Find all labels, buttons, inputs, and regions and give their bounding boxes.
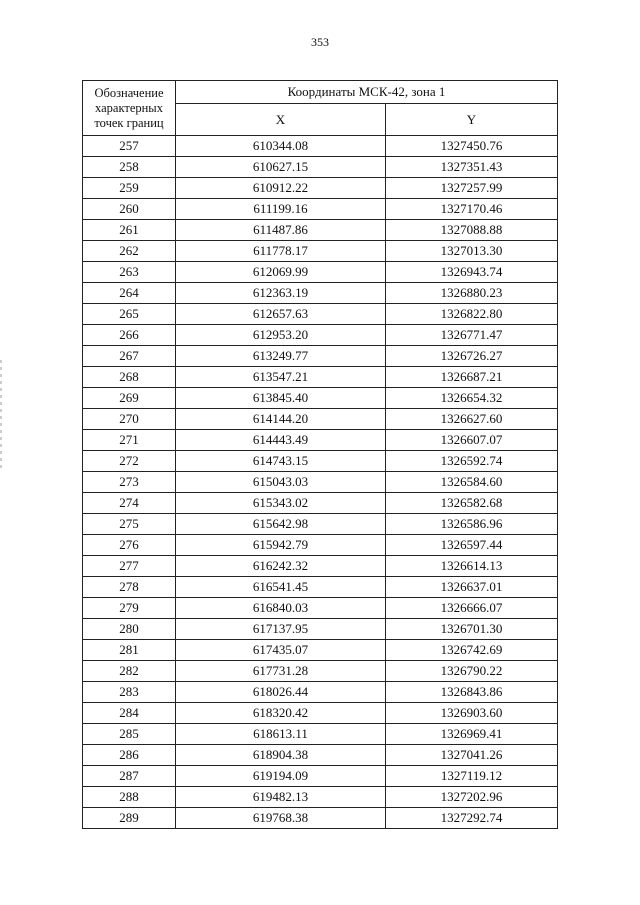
point-id-cell: 274 xyxy=(83,493,176,514)
y-coordinate-cell: 1326969.41 xyxy=(386,724,558,745)
y-coordinate-cell: 1327202.96 xyxy=(386,787,558,808)
point-id-cell: 282 xyxy=(83,661,176,682)
x-column-header: X xyxy=(176,104,386,136)
point-id-cell: 262 xyxy=(83,241,176,262)
table-row xyxy=(83,367,558,388)
coords-group-header: Координаты МСК-42, зона 1 xyxy=(176,81,558,104)
x-coordinate-cell: 613249.77 xyxy=(176,346,386,367)
x-coordinate-cell: 619194.09 xyxy=(176,766,386,787)
x-coordinate-cell: 610912.22 xyxy=(176,178,386,199)
y-coordinate-cell: 1326654.32 xyxy=(386,388,558,409)
point-id-cell: 288 xyxy=(83,787,176,808)
point-label-line: точек границ xyxy=(94,115,164,130)
table-row xyxy=(83,493,558,514)
table-body xyxy=(83,136,558,829)
x-coordinate-cell: 618613.11 xyxy=(176,724,386,745)
point-id-cell: 284 xyxy=(83,703,176,724)
y-coordinate-cell: 1326822.80 xyxy=(386,304,558,325)
y-coordinate-cell: 1326586.96 xyxy=(386,514,558,535)
table-row xyxy=(83,325,558,346)
x-coordinate-cell: 616541.45 xyxy=(176,577,386,598)
x-coordinate-cell: 612657.63 xyxy=(176,304,386,325)
table-row xyxy=(83,304,558,325)
table-row xyxy=(83,745,558,766)
table-row xyxy=(83,157,558,178)
table-row xyxy=(83,808,558,829)
x-coordinate-cell: 618320.42 xyxy=(176,703,386,724)
y-coordinate-cell: 1326880.23 xyxy=(386,283,558,304)
point-label-line: Обозначение xyxy=(94,85,164,100)
x-coordinate-cell: 613547.21 xyxy=(176,367,386,388)
x-coordinate-cell: 616840.03 xyxy=(176,598,386,619)
y-coordinate-cell: 1326771.47 xyxy=(386,325,558,346)
x-coordinate-cell: 612363.19 xyxy=(176,283,386,304)
point-id-cell: 265 xyxy=(83,304,176,325)
table-row xyxy=(83,661,558,682)
y-coordinate-cell: 1327041.26 xyxy=(386,745,558,766)
point-id-cell: 279 xyxy=(83,598,176,619)
point-id-cell: 263 xyxy=(83,262,176,283)
point-id-cell: 267 xyxy=(83,346,176,367)
table-row xyxy=(83,472,558,493)
x-coordinate-cell: 615343.02 xyxy=(176,493,386,514)
point-id-cell: 269 xyxy=(83,388,176,409)
point-label-line: характерных xyxy=(95,100,163,115)
table-row xyxy=(83,598,558,619)
y-column-header: Y xyxy=(386,104,558,136)
x-coordinate-cell: 614743.15 xyxy=(176,451,386,472)
table-row xyxy=(83,577,558,598)
x-coordinate-cell: 616242.32 xyxy=(176,556,386,577)
y-coordinate-cell: 1327450.76 xyxy=(386,136,558,157)
x-coordinate-cell: 617137.95 xyxy=(176,619,386,640)
point-id-cell: 276 xyxy=(83,535,176,556)
y-coordinate-cell: 1327257.99 xyxy=(386,178,558,199)
point-id-cell: 289 xyxy=(83,808,176,829)
y-coordinate-cell: 1326903.60 xyxy=(386,703,558,724)
x-coordinate-cell: 615043.03 xyxy=(176,472,386,493)
table-row xyxy=(83,220,558,241)
y-coordinate-cell: 1326843.86 xyxy=(386,682,558,703)
x-coordinate-cell: 615942.79 xyxy=(176,535,386,556)
scan-edge-artifact xyxy=(0,360,2,470)
point-id-cell: 271 xyxy=(83,430,176,451)
x-coordinate-cell: 619482.13 xyxy=(176,787,386,808)
x-coordinate-cell: 612953.20 xyxy=(176,325,386,346)
table-row xyxy=(83,640,558,661)
table-row xyxy=(83,430,558,451)
point-id-cell: 287 xyxy=(83,766,176,787)
table-row xyxy=(83,136,558,157)
x-coordinate-cell: 615642.98 xyxy=(176,514,386,535)
x-coordinate-cell: 610627.15 xyxy=(176,157,386,178)
x-coordinate-cell: 619768.38 xyxy=(176,808,386,829)
y-coordinate-cell: 1326726.27 xyxy=(386,346,558,367)
y-coordinate-cell: 1326614.13 xyxy=(386,556,558,577)
table-row xyxy=(83,556,558,577)
y-coordinate-cell: 1326701.30 xyxy=(386,619,558,640)
x-coordinate-cell: 611199.16 xyxy=(176,199,386,220)
y-coordinate-cell: 1327013.30 xyxy=(386,241,558,262)
table-row xyxy=(83,682,558,703)
y-coordinate-cell: 1326627.60 xyxy=(386,409,558,430)
table-row xyxy=(83,409,558,430)
point-id-cell: 261 xyxy=(83,220,176,241)
y-coordinate-cell: 1326607.07 xyxy=(386,430,558,451)
point-id-cell: 278 xyxy=(83,577,176,598)
table-row xyxy=(83,451,558,472)
y-coordinate-cell: 1327292.74 xyxy=(386,808,558,829)
x-coordinate-cell: 613845.40 xyxy=(176,388,386,409)
y-coordinate-cell: 1326943.74 xyxy=(386,262,558,283)
y-coordinate-cell: 1327088.88 xyxy=(386,220,558,241)
x-coordinate-cell: 614443.49 xyxy=(176,430,386,451)
table-row xyxy=(83,346,558,367)
y-coordinate-cell: 1327351.43 xyxy=(386,157,558,178)
y-coordinate-cell: 1326592.74 xyxy=(386,451,558,472)
x-coordinate-cell: 618026.44 xyxy=(176,682,386,703)
x-coordinate-cell: 611487.86 xyxy=(176,220,386,241)
page-number: 353 xyxy=(311,35,329,49)
point-id-cell: 283 xyxy=(83,682,176,703)
point-id-cell: 270 xyxy=(83,409,176,430)
y-coordinate-cell: 1326584.60 xyxy=(386,472,558,493)
point-id-cell: 268 xyxy=(83,367,176,388)
table-row xyxy=(83,787,558,808)
point-id-cell: 272 xyxy=(83,451,176,472)
x-coordinate-cell: 617731.28 xyxy=(176,661,386,682)
table-row xyxy=(83,514,558,535)
x-coordinate-cell: 611778.17 xyxy=(176,241,386,262)
y-coordinate-cell: 1326582.68 xyxy=(386,493,558,514)
table-row xyxy=(83,724,558,745)
x-coordinate-cell: 618904.38 xyxy=(176,745,386,766)
table-row xyxy=(83,703,558,724)
table-row xyxy=(83,199,558,220)
point-id-cell: 286 xyxy=(83,745,176,766)
x-coordinate-cell: 610344.08 xyxy=(176,136,386,157)
point-id-cell: 257 xyxy=(83,136,176,157)
table-row xyxy=(83,283,558,304)
y-coordinate-cell: 1326597.44 xyxy=(386,535,558,556)
point-id-cell: 280 xyxy=(83,619,176,640)
y-coordinate-cell: 1326742.69 xyxy=(386,640,558,661)
point-id-cell: 275 xyxy=(83,514,176,535)
point-id-cell: 285 xyxy=(83,724,176,745)
point-id-cell: 281 xyxy=(83,640,176,661)
y-coordinate-cell: 1326687.21 xyxy=(386,367,558,388)
table-row xyxy=(83,619,558,640)
table-row xyxy=(83,178,558,199)
point-id-cell: 266 xyxy=(83,325,176,346)
y-coordinate-cell: 1326637.01 xyxy=(386,577,558,598)
table-row xyxy=(83,766,558,787)
x-coordinate-cell: 612069.99 xyxy=(176,262,386,283)
y-coordinate-cell: 1327170.46 xyxy=(386,199,558,220)
point-label-header xyxy=(83,81,176,136)
table-row xyxy=(83,388,558,409)
point-id-cell: 258 xyxy=(83,157,176,178)
x-coordinate-cell: 614144.20 xyxy=(176,409,386,430)
table-row xyxy=(83,241,558,262)
point-id-cell: 260 xyxy=(83,199,176,220)
y-coordinate-cell: 1327119.12 xyxy=(386,766,558,787)
table-row xyxy=(83,262,558,283)
x-coordinate-cell: 617435.07 xyxy=(176,640,386,661)
y-coordinate-cell: 1326666.07 xyxy=(386,598,558,619)
table-row xyxy=(83,535,558,556)
point-id-cell: 277 xyxy=(83,556,176,577)
point-id-cell: 264 xyxy=(83,283,176,304)
point-id-cell: 273 xyxy=(83,472,176,493)
point-id-cell: 259 xyxy=(83,178,176,199)
y-coordinate-cell: 1326790.22 xyxy=(386,661,558,682)
coordinates-table xyxy=(82,80,558,829)
